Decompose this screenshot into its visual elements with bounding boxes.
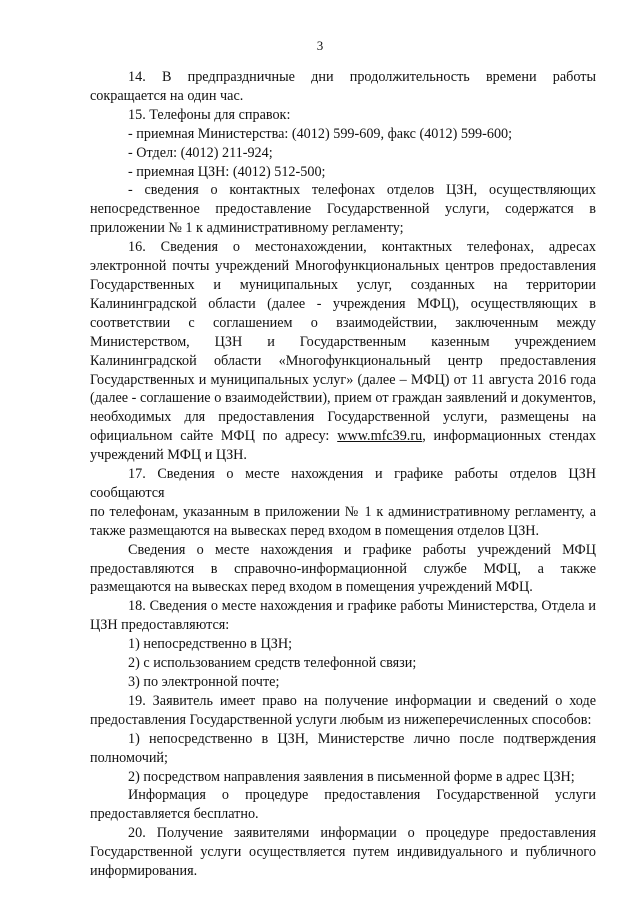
list-item-19-1: 1) непосредственно в ЦЗН, Министерстве лично после подтверждения полномочий;: [90, 730, 596, 766]
paragraph-16-tail: , информационных стендах учреждений МФЦ и ЦЗН.: [90, 428, 596, 464]
mfc-website-link[interactable]: www.mfc39.ru: [337, 428, 423, 445]
list-item-18-1: 1) непосредственно в ЦЗН;: [128, 636, 293, 653]
paragraph-16: [90, 238, 596, 465]
document-body: [90, 68, 596, 881]
paragraph-18: 18. Сведения о месте нахождения и графике работы Министерства, Отдела и ЦЗН предоставляются:: [90, 598, 596, 634]
paragraph-17-body: по телефонам, указанным в приложении № 1 к административному регламенту, а также размещаются на вывесках перед входом в помещения отделов ЦЗН.: [90, 503, 596, 539]
list-item-19-2: 2) посредством направления заявления в письменной форме в адрес ЦЗН;: [128, 768, 575, 785]
paragraph-19: 19. Заявитель имеет право на получение информации и сведений о ходе предоставления Государственной услуги любым из нижеперечисленных способов:: [90, 692, 596, 728]
paragraph-14: 14. В предпраздничные дни продолжительность времени работы сокращается на один час.: [90, 69, 596, 104]
page-number: 3: [316, 38, 324, 53]
paragraph-20: 20. Получение заявителями информации о процедуре предоставления Государственной услуги осуществляется путем индивидуального и публичного информирования.: [90, 825, 596, 880]
list-item-18-3: 3) по электронной почте;: [128, 674, 280, 690]
phone-czn-item: - приемная ЦЗН: (4012) 512-500;: [128, 163, 326, 180]
paragraph-17-lead: 17. Сведения о месте нахождения и графике работы отделов ЦЗН сообщаются: [90, 466, 596, 501]
paragraph-17-mfc: Сведения о месте нахождения и графике работы учреждений МФЦ предоставляются в справочно-информационной службе МФЦ, а также размещаются на вывесках перед входом в помещения учреждений МФЦ.: [90, 541, 596, 596]
phone-ministry-item: - приемная Министерства: (4012) 599-609, факс (4012) 599-600;: [128, 125, 513, 142]
paragraph-15: 15. Телефоны для справок:: [128, 106, 291, 123]
list-item-18-2: 2) с использованием средств телефонной связи;: [128, 655, 417, 672]
phone-department-item: - Отдел: (4012) 211-924;: [128, 144, 273, 161]
paragraph-19-info: Информация о процедуре предоставления Государственной услуги предоставляется бесплатно.: [90, 787, 596, 823]
phone-czn-offices-item: - сведения о контактных телефонах отделов ЦЗН, осуществляющих непосредственное предоставление Государственной услуги, содержатся в приложении № 1 к административному регламенту;: [90, 182, 596, 237]
paragraph-16-text: 16. Сведения о местонахождении, контактных телефонах, адресах электронной почты учреждений Многофункциональных центров предоставления Государственных и муниципальных услуг, созданных на территории Калининградской области (далее - учреждения МФЦ), осуществляющих в соответствии с соглашением о взаимодействии, заключенным между Министерством, ЦЗН и Государственным казенным учреждением Калининградской области «Многофункциональный центр предоставления Государственных и муниципальных услуг» (далее – МФЦ) от 11 августа 2016 года (далее - соглашение о взаимодействии), прием от граждан заявлений и документов, необходимых для предоставления Государственной услуги, размещены на официальном сайте МФЦ по адресу:: [90, 239, 596, 445]
